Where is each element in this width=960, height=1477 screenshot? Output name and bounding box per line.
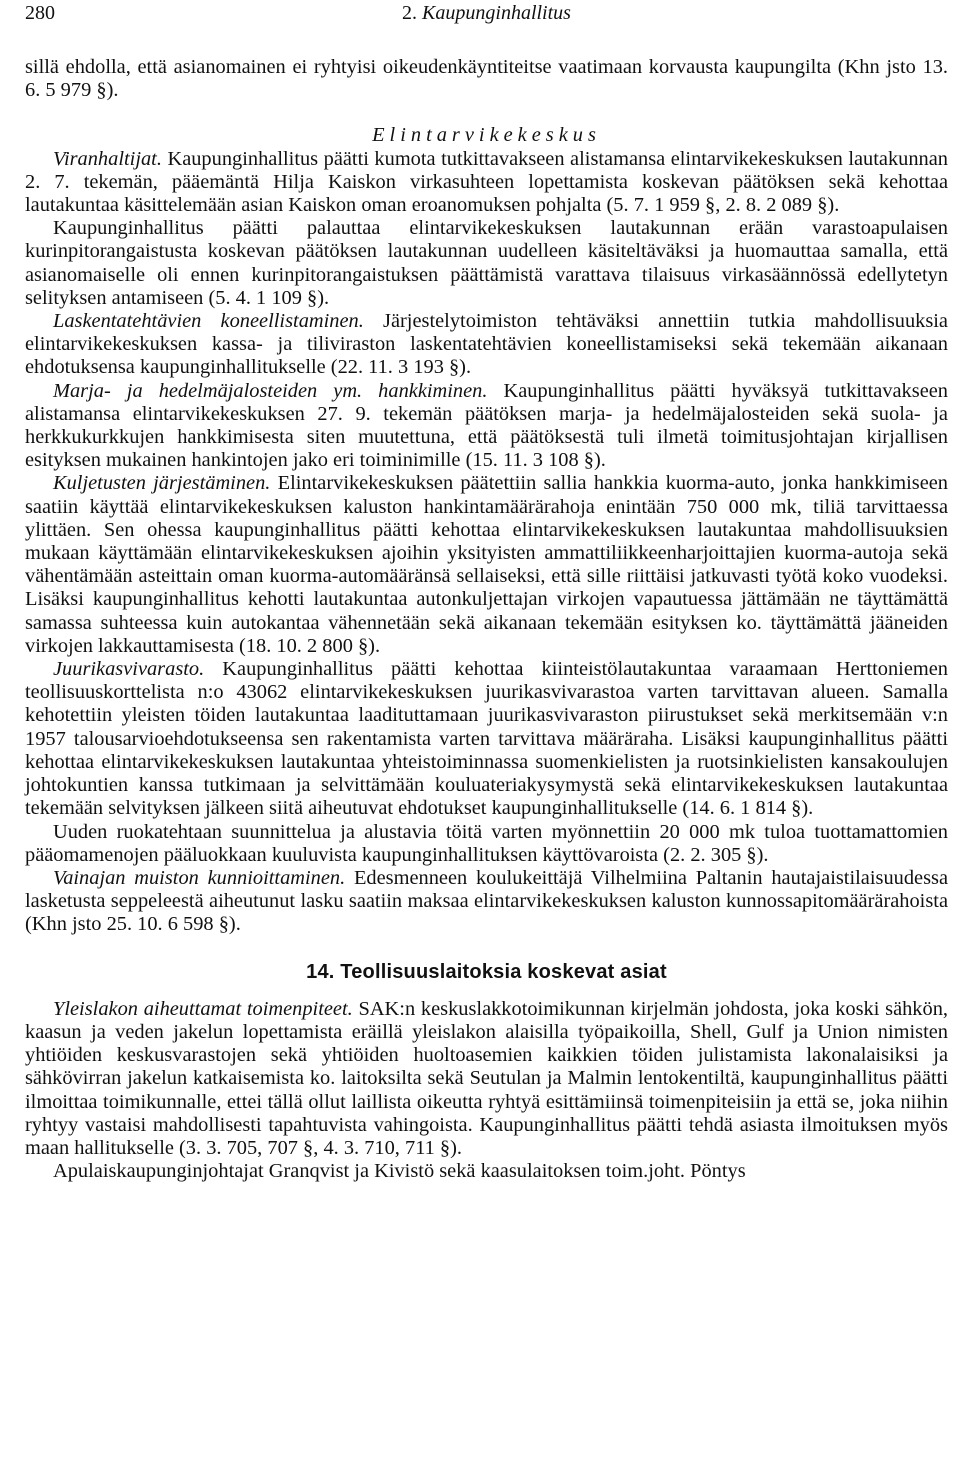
- section-heading: 14. Teollisuuslaitoksia koskevat asiat: [306, 960, 667, 983]
- paragraph-ruokatehdas: Uuden ruokatehtaan suunnittelua ja alustavia töitä varten myönnettiin 20 000 mk tuloa tuottamattomien pääomamenojen pääluokkaan kuuluvista kaupunginhallituksen käyttövaroista (2. 2. 305 §).: [25, 820, 948, 866]
- paragraph-apulaiskaupunginjohtajat: Apulaiskaupunginjohtajat Granqvist ja Kivistö sekä kaasulaitoksen toim.joht. Pöntys: [53, 1160, 746, 1183]
- paragraph-yleislakko: [25, 998, 948, 1160]
- paragraph-text: Kaupunginhallitus päätti kumota tutkittavakseen alistamansa elintarvikekeskuksen lautakunnan 2. 7. tekemän, pääemäntä Hilja Kaiskon virkasuhteen lopettamista koskevan päätöksen sekä kehottaa lautakuntaa käsittelemään asian Kaiskon oman eroanomuksen pohjalta (5. 7. 1 959 §, 2. 8. 2 089 §).: [25, 147, 948, 217]
- document-body: [25, 56, 948, 1183]
- paragraph-text: Järjestelytoimiston tehtäväksi annettiin tutkia mahdollisuuksia elintarvikekeskuksen kassa- ja tiliviraston laskentatehtävien koneellistamiseksi sekä tekemään aikanaan ehdotuksensa kaupunginhallitukselle (22. 11. 3 193 §).: [25, 310, 948, 379]
- running-title-number: 2.: [402, 2, 418, 24]
- paragraph-intro: sillä ehdolla, että asianomainen ei ryhtyisi oikeudenkäyntiteitse vaatimaan korvausta kaupungilta (Khn jsto 13. 6. 5 979 §).: [25, 56, 948, 102]
- paragraph-kuljetukset: [25, 472, 948, 658]
- paragraph-text: Edesmenneen koulukeittäjä Vilhelmiina Paltanin hautajaistilaisuudessa lasketusta seppeleestä aiheutunut lasku saatiin maksaa elintarvikekeskuksen kaluston kunnossapitomäärärahoista (Khn jsto 25. 10. 6 598 §).: [25, 866, 948, 936]
- running-title-text: Kaupunginhallitus: [422, 2, 571, 24]
- paragraph-lead: Kuljetusten järjestäminen.: [53, 472, 271, 495]
- page-header: [25, 0, 948, 34]
- paragraph-laskentatehtavat: [25, 310, 948, 380]
- paragraph-lead: Yleislakon aiheuttamat toimenpiteet.: [53, 997, 353, 1020]
- paragraph-juurikasvivarasto: [25, 658, 948, 820]
- paragraph-lead: Juurikasvivarasto.: [53, 658, 205, 681]
- paragraph-text: SAK:n keskuslakkotoimikunnan kirjelmän johdosta, joka koski sähkön, kaasun ja veden jakelun lopettamista eräillä yleislakon alaisilla työpaikoilla, Shell, Gulf ja Union nimisten yhtiöiden keskusvarastojen sekä yhtiöiden huoltoasemien kaikkien töiden julistamista lakonalaisiksi ja sähkövirran jakelun katkaisemista ko. laitoksilta sekä Seutulan ja Malmin lentokentiltä, kaupunginhallitus päätti ilmoittaa toimikunnalle, ettei tällä ollut laillista oikeutta ryhtyä esittämiinsä toimenpiteisiin ja että se, joka niihin ryhtyy vastaisi mahdollisesti tapahtuvista vahingoista. Kaupunginhallitus päätti tehdä asiasta ilmoituksen myös maan hallitukselle (3. 3. 705, 707 §, 4. 3. 710, 711 §).: [25, 997, 948, 1159]
- page-number: 280: [25, 2, 55, 24]
- subheading-elintarvikekeskus: Elintarvikekeskus: [372, 124, 601, 147]
- paragraph-lead: Laskentatehtävien koneellistaminen.: [53, 310, 364, 333]
- paragraph-vainajan-muisto: [25, 867, 948, 937]
- paragraph-text: Elintarvikekeskuksen päätettiin sallia hankkia kuorma-auto, jonka hankkimiseen saatiin käyttää elintarvikekeskuksen kaluston hankintamäärärahoja enintään 750 000 mk, tiliä tarvittaessa ylittäen. Sen ohessa kaupunginhallitus päätti kehottaa elintarvikekeskuksen lautakuntaa mahdollisuuksien mukaan käyttämään elintarvikekeskuksen ajoihin yksityisten ammattiliikkeenharjoittajien kuorma-autoja sekä vähentämään asteittain oman kuorma-automääränsä sellaiseksi, että sille riittäisi jatkuvasti työtä koko vuodeksi. Lisäksi kaupunginhallitus kehotti lautakuntaa autonkuljettajan virkojen vapautuessa jättämään ne täyttämättä samassa suhteessa kuin autokantaa vähennetään sekä aikanaan tekemään esityksen ko. täyttämättä jääneiden virkojen lakkauttamisesta (18. 10. 2 800 §).: [25, 472, 948, 657]
- paragraph-lead: Marja- ja hedelmäjalosteiden ym. hankkiminen.: [53, 379, 488, 402]
- paragraph-lead: Viranhaltijat.: [53, 147, 162, 170]
- paragraph-lead: Vainajan muiston kunnioittaminen.: [53, 866, 346, 889]
- paragraph-text: Kaupunginhallitus päätti kehottaa kiinteistölautakuntaa varaamaan Herttoniemen teollisuuskorttelista n:o 43062 elintarvikekeskuksen juurikasvivarastoa varten tarvittavan alueen. Samalla kehotettiin yleisten töiden lautakuntaa laadituttamaan juurikasvivaraston piirustukset sekä merkitsemään v:n 1957 talousarvioehdotukseensa sen rakentamista varten tarvittava määräraha. Lisäksi kaupunginhallitus päätti kehottaa elintarvikekeskuksen lautakuntaa yhteistoiminnassa suomenkielisten ja ruotsinkielisten kansakoulujen johtokuntien kanssa tutkimaan ja selvittämään kouluateriakysymystä sekä elintarvikekeskuksen lautakuntaa tekemään selvityksen jälkeen siitä aiheutuvat ehdotukset kaupunginhallitukselle (14. 6. 1 814 §).: [25, 658, 948, 820]
- paragraph-text: Kaupunginhallitus päätti hyväksyä tutkittavakseen alistamansa elintarvikekeskuksen 27. 9. tekemän päätöksen marja- ja hedelmäjalosteiden sekä suola- ja herkkukurkkujen hankkimisesta siten muutettuna, että päätöksestä tuli ilmetä toimitusjohtajan kirjallisen esityksen mukainen hankintojen jako eri toiminimille (15. 11. 3 108 §).: [25, 379, 948, 472]
- running-title: [25, 2, 948, 25]
- paragraph-marja-hedelmajalosteet: [25, 380, 948, 473]
- paragraph-varastoapulainen: Kaupunginhallitus päätti palauttaa elintarvikekeskuksen lautakunnan erään varastoapulaisen kurinpitorangaistusta koskevan päätöksen lautakunnan uudelleen käsiteltäväksi ja huomauttaa samalla, että asianomaiselle oli ennen kurinpitorangaistuksen päättämistä varattava tilaisuus virkasäännössä edellytetyn selityksen antamiseen (5. 4. 1 109 §).: [25, 217, 948, 309]
- paragraph-viranhaltijat: [25, 148, 948, 218]
